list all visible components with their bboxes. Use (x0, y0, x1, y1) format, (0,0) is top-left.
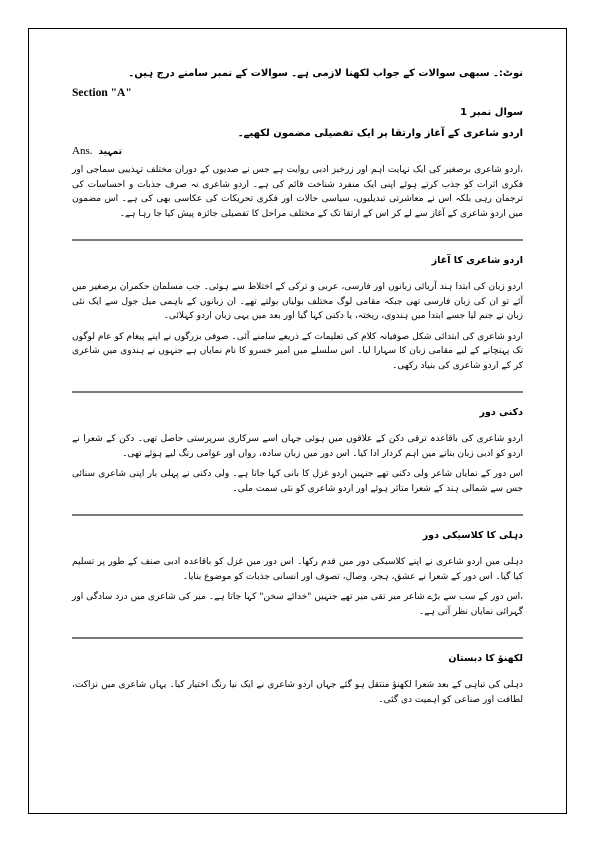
answer-label: Ans. (72, 145, 93, 157)
section-paragraph: دہلی میں اردو شاعری نے اپنے کلاسیکی دور میں قدم رکھا۔ اس دور میں غزل کو باقاعدہ ادبی صنف کے طور پر تسلیم کیا گیا۔ اس دور کے شعرا نے عشق، ہجر، وصال، تصوف اور انسانی جذبات کو موضوع بنایا۔ (72, 557, 523, 582)
section-divider (72, 391, 523, 393)
intro-label: تمہید (98, 147, 123, 157)
answer-row (72, 145, 523, 157)
section-paragraph: اس دور کے نمایاں شاعر ولی دکنی تھے جنہیں اردو غزل کا بانی کہا جاتا ہے۔ ولی دکنی نے پہلی بار اپنی شاعری سنائی جس سے شمالی ہند کے شعرا متاثر ہوئے اور اردو شاعری کو نئی سمت ملی۔ (72, 469, 523, 494)
section-title: Section "A" (72, 87, 132, 99)
section-heading: دکنی دور (479, 407, 523, 418)
section-paragraph: اردو شاعری کی باقاعدہ ترقی دکن کے علاقوں میں ہوئی جہاں اسے سرکاری سرپرستی حاصل تھی۔ دکن کے شعرا نے اردو کو ادبی زبان بنانے میں اہم کردار ادا کیا۔ اس دور میں زبان سادہ، رواں اور عوامی رنگ لیے ہوئے تھی۔ (72, 434, 523, 459)
question-number: سوال نمبر 1 (460, 107, 523, 118)
section-divider (72, 637, 523, 639)
section-divider (72, 514, 523, 516)
section-paragraph: ،اس دور کے سب سے بڑے شاعر میر تقی میر تھے جنہیں "خدائے سخن" کہا جاتا ہے۔ میر کی شاعری میں درد سادگی اور گہرائی نمایاں نظر آتی ہے۔ (72, 592, 523, 617)
section-heading: دہلی کا کلاسیکی دور (422, 530, 523, 541)
intro-paragraph: ،اردو شاعری برصغیر کی ایک نہایت اہم اور زرخیز ادبی روایت ہے جس نے صدیوں کے دوران مختلف تہذیبی سماجی اور فکری اثرات کو جذب کرتے ہوئے اپنی ایک منفرد شناخت قائم کی ہے۔ اردو شاعری نہ صرف جذبات و احساسات کی ترجمان رہی بلکہ اس نے معاشرتی تبدیلیوں، سیاسی حالات اور فکری تحریکات کی عکاسی بھی کی ہے۔ اس مضمون میں اردو شاعری کے آغاز سے لے کر اس کے ارتقا تک کے مختلف مراحل کا تفصیلی جائزہ پیش کیا جا رہا ہے۔ (72, 165, 523, 219)
section-paragraph: اردو زبان کی ابتدا ہند آریائی زبانوں اور فارسی، عربی و ترکی کے اختلاط سے ہوئی۔ جب مسلمان حکمران برصغیر میں آئے تو ان کی زبان فارسی تھی جبکہ مقامی لوگ مختلف بولیاں بولتے تھے۔ ان زبانوں کے باہمی میل جول سے ایک نئی زبان نے جنم لیا جسے ابتدا میں ہندوی، ریختہ، یا دکنی کہا گیا اور بعد میں یہی زبان اردو کہلائی۔ (72, 282, 523, 321)
section-divider (72, 239, 523, 241)
exam-note: نوٹ:۔ سبھی سوالات کے جواب لکھنا لازمی ہے۔ سوالات کے نمبر سامنے درج ہیں۔ (128, 68, 523, 79)
section-heading: اردو شاعری کا آغاز (431, 255, 523, 266)
section-paragraph: اردو شاعری کی ابتدائی شکل صوفیانہ کلام کی تعلیمات کے ذریعے سامنے آئی۔ صوفی بزرگوں نے اپنے پیغام کو عام لوگوں تک پہنچانے کے لیے مقامی زبان کا سہارا لیا۔ اس سلسلے میں امیر خسرو کا نام نمایاں ہے جنہوں نے ہندوی میں شاعری کر کے اردو شاعری کی بنیاد رکھی۔ (72, 331, 523, 371)
page-content (72, 68, 523, 707)
section-heading: لکھنؤ کا دبستان (448, 653, 523, 664)
section-paragraph: دہلی کی تباہی کے بعد شعرا لکھنؤ منتقل ہو گئے جہاں اردو شاعری نے ایک نیا رنگ اختیار کیا۔ یہاں شاعری میں نزاکت، لطافت اور صناعی کو اہمیت دی گئی۔ (72, 680, 523, 705)
question-text: اردو شاعری کے آغاز وارتقا پر ایک تفصیلی مضمون لکھیے۔ (237, 128, 523, 139)
